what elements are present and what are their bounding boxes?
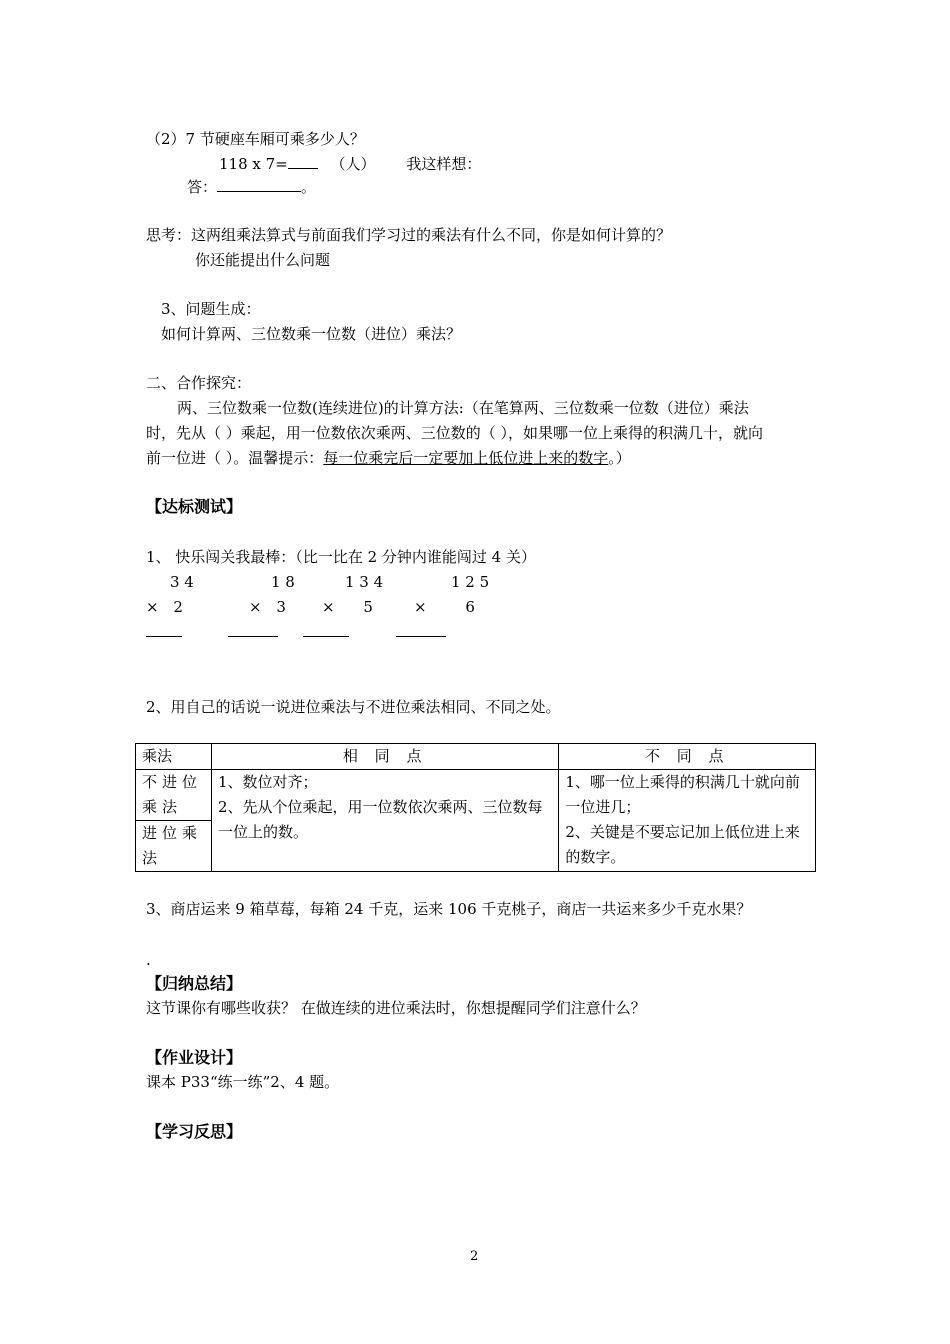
table-header-multiplication: 乘法 — [136, 744, 212, 770]
explore-line-3-pre: 前一位进（ ）。温馨提示： — [146, 449, 324, 467]
table-same-cell — [211, 770, 558, 872]
page-number: 2 — [470, 1249, 479, 1264]
homework-heading: 【作业设计】 — [146, 1048, 243, 1067]
table-header-same: 相 同 点 — [211, 744, 558, 770]
calc-bottom-4: × 6 — [414, 598, 475, 616]
test-q2: 2、用自己的话说一说进位乘法与不进位乘法相同、不同之处。 — [146, 698, 561, 716]
calc-bottom-2: × 3 — [249, 598, 286, 616]
calc-bottom-3: × 5 — [322, 598, 373, 616]
q2-question: （2）7 节硬座车厢可乘多少人？ — [146, 130, 365, 148]
q2-answer-label: 答： — [187, 178, 218, 196]
q2-expression-line — [219, 154, 481, 174]
table-diff-cell — [559, 770, 816, 872]
reflect-line-1: 思考：这两组乘法算式与前面我们学习过的乘法有什么不同，你是如何计算的？ — [146, 226, 672, 244]
test-heading: 【达标测试】 — [146, 497, 243, 516]
explore-tip-underlined: 每一位乘完后一定要加上低位进上来的数字 — [323, 449, 609, 467]
q2-answer-blank[interactable] — [217, 177, 301, 192]
calc-top-3: 1 3 4 — [345, 573, 384, 591]
q2-answer-end: 。 — [301, 178, 317, 196]
calc-bottom-1: × 2 — [146, 598, 183, 616]
diff-point-1: 1、哪一位上乘得的积满几十就向前一位进几； — [565, 773, 800, 816]
test-q1: 1、 快乐闯关我最棒：（比一比在 2 分钟内谁能闯过 4 关） — [146, 548, 536, 566]
table-row-non-carry: 不进位乘法 — [136, 770, 212, 821]
calc-answer-line-2[interactable] — [228, 636, 278, 637]
test-q3: 3、商店运来 9 箱草莓，每箱 24 千克，运来 106 千克桃子，商店一共运来多少千克水果？ — [146, 900, 752, 918]
q2-answer-line — [187, 177, 316, 197]
q2-think: 我这样想： — [406, 155, 482, 173]
table-header-different: 不 同 点 — [559, 744, 816, 770]
explore-line-3 — [146, 448, 631, 468]
calc-answer-line-4[interactable] — [396, 636, 446, 637]
q2-expression: 118 x 7= — [219, 155, 288, 173]
calc-top-4: 1 2 5 — [451, 573, 490, 591]
explore-heading: 二、合作探究： — [146, 374, 252, 392]
calc-top-1: 3 4 — [170, 573, 194, 591]
homework-text: 课本 P33“练一练”2、4 题。 — [146, 1073, 340, 1091]
explore-line-3-post: 。） — [608, 449, 631, 467]
comparison-table — [135, 743, 816, 872]
q2-unit: （人） — [330, 155, 376, 173]
same-point-1: 1、数位对齐； — [217, 773, 318, 791]
summary-heading: 【归纳总结】 — [146, 974, 243, 993]
stray-dot: . — [146, 951, 151, 969]
calc-answer-line-1[interactable] — [146, 636, 182, 637]
calc-answer-line-3[interactable] — [303, 636, 349, 637]
problem-heading: 3、问题生成： — [161, 300, 261, 318]
reflect-line-2: 你还能提出什么问题 — [195, 251, 331, 269]
q2-result-blank[interactable] — [288, 154, 318, 169]
table-row-carry: 进位乘法 — [136, 821, 212, 872]
diff-point-2: 2、关键是不要忘记加上低位进上来的数字。 — [565, 823, 800, 866]
calc-top-2: 1 8 — [271, 573, 295, 591]
summary-text: 这节课你有哪些收获？ 在做连续的进位乘法时，你想提醒同学们注意什么？ — [146, 999, 646, 1017]
explore-line-2: 时，先从（ ）乘起，用一位数依次乘两、三位数的（ ），如果哪一位上乘得的积满几十，就向 — [146, 424, 764, 442]
reflection-heading: 【学习反思】 — [146, 1122, 243, 1141]
explore-line-1: 两、三位数乘一位数(连续进位)的计算方法:（在笔算两、三位数乘一位数（进位）乘法 — [177, 399, 749, 417]
same-point-2: 2、先从个位乘起，用一位数依次乘两、三位数每一位上的数。 — [217, 798, 543, 841]
problem-text: 如何计算两、三位数乘一位数（进位）乘法？ — [161, 325, 462, 343]
